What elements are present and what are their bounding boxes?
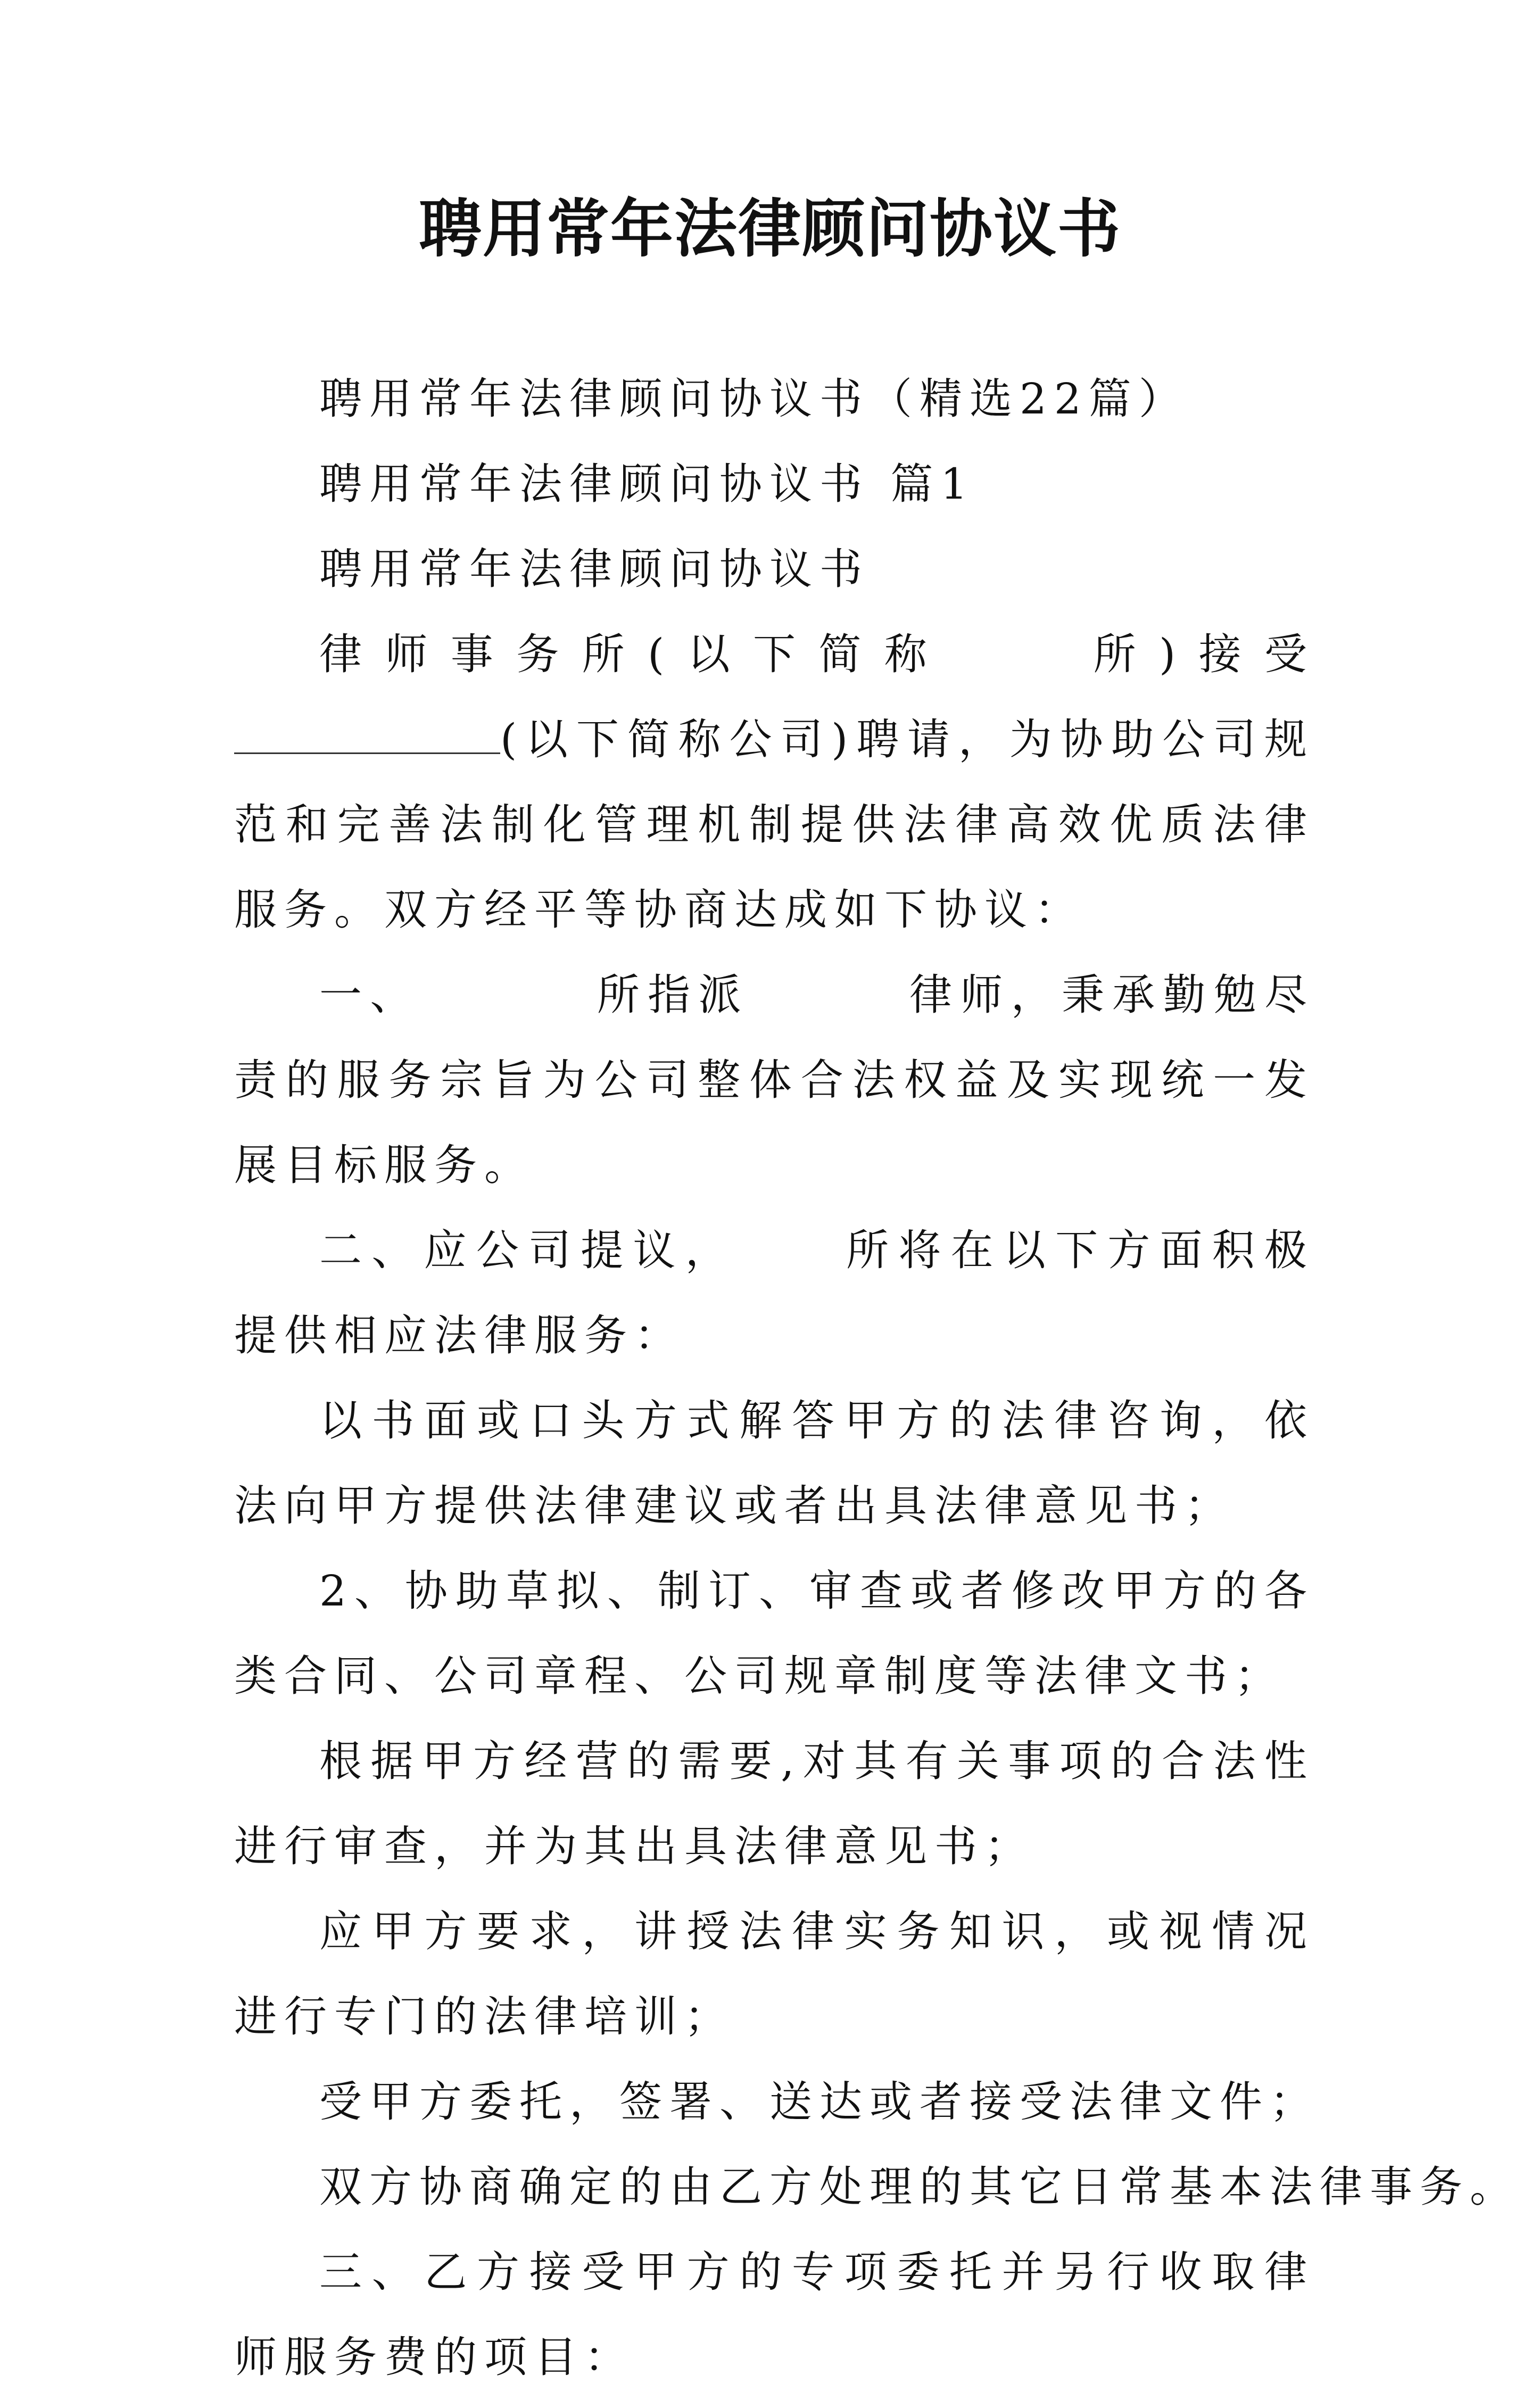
company-blank-line [234, 719, 500, 754]
service-item: 2、协助草拟、制订、审查或者修改甲方的各类合同、公司章程、公司规章制度等法律文书； [234, 1566, 1314, 1701]
clause-2-part-2: 所将在以下方面积极提供相应法律服务： [234, 1226, 1315, 1360]
service-item: 以书面或口头方式解答甲方的法律咨询，依法向甲方提供法律建议或者出具法律意见书； [234, 1396, 1314, 1530]
clause-2 [234, 1208, 1314, 1378]
clause-1-part-1: 一、 [319, 970, 421, 1020]
section-heading: 聘用常年法律顾问协议书 篇1 [319, 459, 975, 509]
service-item: 根据甲方经营的需要,对其有关事项的合法性进行审查，并为其出具法律意见书； [234, 1736, 1314, 1871]
intro-part-3: (以下简称公司)聘请，为协助公司规范和完善法制化管理机制提供法律高效优质法律服务。双方经平等协商达成如下协议： [234, 715, 1314, 934]
document-subtitle: 聘用常年法律顾问协议书（精选22篇） [319, 374, 1189, 424]
intro-part-2: 所)接受 [1078, 630, 1314, 679]
clause-1 [234, 953, 1314, 1208]
clause-1-part-2: 所指派 [596, 970, 749, 1020]
document-body [234, 357, 1520, 2400]
service-item: 应甲方要求，讲授法律实务知识，或视情况进行专门的法律培训； [234, 1907, 1314, 2041]
intro-part-1: 律师事务所(以下简称 [319, 630, 950, 679]
intro-paragraph [234, 612, 1314, 953]
clause-1-part-3: 律师，秉承勤勉尽责的服务宗旨为公司整体合法权益及实现统一发展目标服务。 [234, 970, 1315, 1190]
doc-heading: 聘用常年法律顾问协议书 [319, 544, 870, 594]
service-item: 双方协商确定的由乙方处理的其它日常基本法律事务。 [319, 2162, 1520, 2212]
service-item: 受甲方委托，签署、送达或者接受法律文件； [319, 2077, 1320, 2126]
clause-2-part-1: 二、应公司提议， [319, 1226, 738, 1275]
clause-3: 三、乙方接受甲方的专项委托并另行收取律师服务费的项目： [234, 2247, 1314, 2382]
document-title: 聘用常年法律顾问协议书 [418, 192, 1121, 266]
